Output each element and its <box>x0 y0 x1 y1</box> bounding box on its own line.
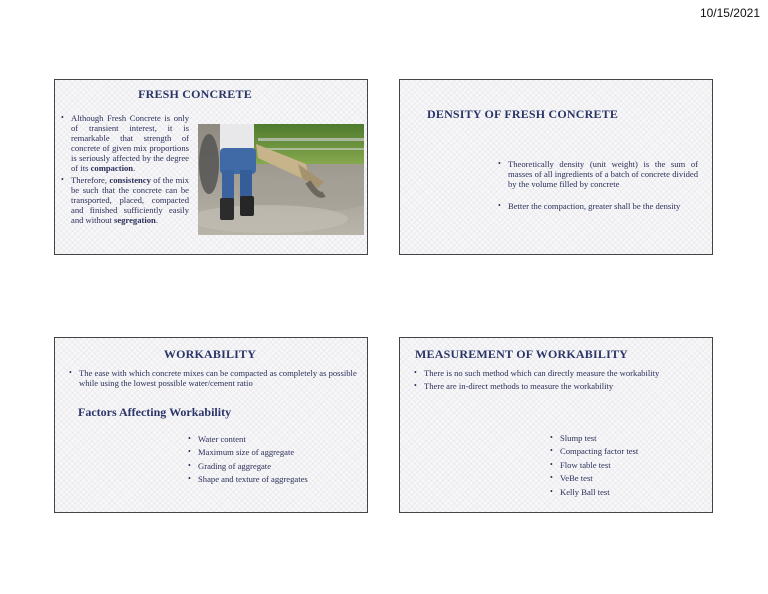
slide-title: DENSITY OF FRESH CONCRETE <box>427 107 619 121</box>
bullet-item: • Theoretically density (unit weight) is the sum of masses of all ingredients of a batch of concrete divided by the volume filled by concrete <box>498 159 698 189</box>
print-date: 10/15/2021 <box>699 6 760 20</box>
slide-fresh-concrete[interactable] <box>54 79 368 255</box>
list-item: • Water content <box>188 434 308 444</box>
bullet-list <box>69 368 359 388</box>
bullet-item: • There are in-direct methods to measure the workability <box>414 381 704 391</box>
bullet-list <box>61 113 189 227</box>
slide-title: FRESH CONCRETE <box>138 87 252 101</box>
bullet-item: • Although Fresh Concrete is only of transient interest, it is remarkable that strength of concrete of given mix proportions is seriously affected by the degree of its compaction. <box>61 113 189 173</box>
slide-subtitle: Factors Affecting Workability <box>78 405 232 419</box>
test-list <box>550 433 638 500</box>
list-item: • Maximum size of aggregate <box>188 447 308 457</box>
bullet-list <box>498 159 698 211</box>
list-item: • Compacting factor test <box>550 446 638 456</box>
list-item: • VeBe test <box>550 473 638 483</box>
list-item: • Slump test <box>550 433 638 443</box>
slide-density[interactable] <box>399 79 713 255</box>
slide-title: WORKABILITY <box>163 347 257 361</box>
bullet-item: • The ease with which concrete mixes can be compacted as completely as possible while using the lowest possible water/cement ratio <box>69 368 359 388</box>
list-item: • Kelly Ball test <box>550 487 638 497</box>
slide-measurement[interactable] <box>399 337 713 513</box>
factor-list <box>188 434 308 487</box>
slide-title: MEASUREMENT OF WORKABILITY <box>415 347 629 361</box>
bullet-list <box>414 368 704 394</box>
list-item: • Flow table test <box>550 460 638 470</box>
concrete-pouring-photo <box>198 124 364 235</box>
bullet-item: • Therefore, consistency of the mix be such that the concrete can be transported, placed, compacted and finished sufficiently easily and without segregation. <box>61 175 189 225</box>
bullet-item: • Better the compaction, greater shall be the density <box>498 201 698 211</box>
bullet-item: • There is no such method which can directly measure the workability <box>414 368 704 378</box>
list-item: • Shape and texture of aggregates <box>188 474 308 484</box>
list-item: • Grading of aggregate <box>188 461 308 471</box>
slide-workability[interactable] <box>54 337 368 513</box>
